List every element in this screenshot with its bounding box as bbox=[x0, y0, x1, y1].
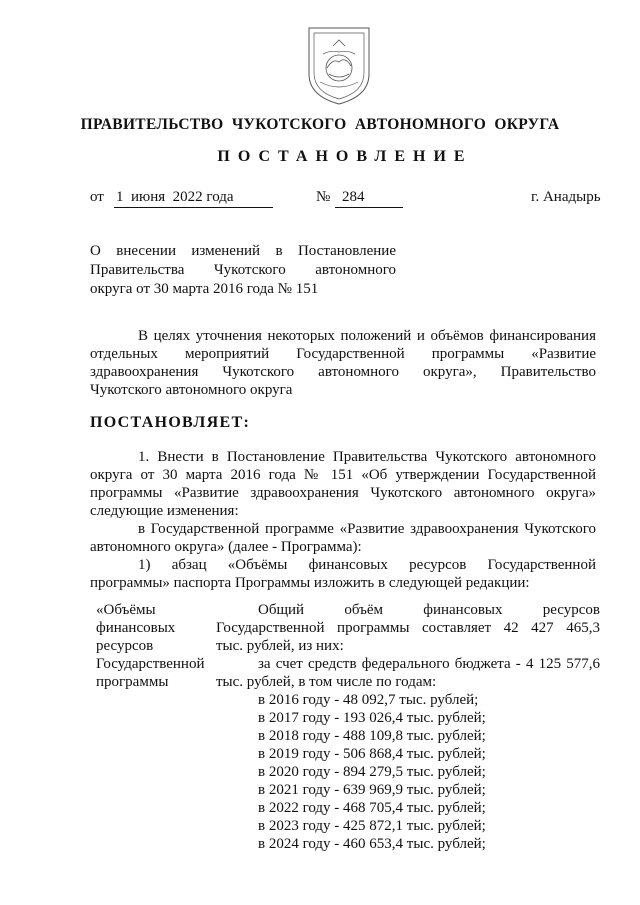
total-line: Государственной программы составляет 42 427 465,3 bbox=[216, 620, 600, 636]
date-number-line bbox=[0, 189, 640, 213]
year-item: в 2020 году - 894 279,5 тыс. рублей; bbox=[258, 764, 486, 780]
body-line: автономного округа» (далее - Программа): bbox=[90, 539, 362, 555]
body-line: следующие изменения: bbox=[90, 503, 239, 519]
total-line: тыс. рублей, из них: bbox=[216, 638, 344, 654]
body-line: программы» паспорта Программы изложить в следующей редакции: bbox=[90, 575, 530, 591]
preamble-line: здравоохранения Чукотского автономного округа», Правительство bbox=[90, 364, 596, 380]
document-date: 1 июня 2022 года bbox=[116, 189, 234, 205]
body-line: программы «Развитие здравоохранения Чукотского автономного округа» bbox=[90, 485, 596, 501]
federal-line: за счет средств федерального бюджета - 4 125 577,6 bbox=[258, 656, 600, 672]
passport-field-value bbox=[216, 601, 600, 853]
year-item: в 2019 году - 506 868,4 тыс. рублей; bbox=[258, 746, 486, 762]
decrees-heading: ПОСТАНОВЛЯЕТ: bbox=[90, 414, 251, 431]
federal-line: тыс. рублей, в том числе по годам: bbox=[216, 674, 437, 690]
subject-line: Правительства Чукотского автономного bbox=[90, 262, 396, 278]
body-line: 1. Внести в Постановление Правительства Чукотского автономного bbox=[138, 449, 596, 465]
label-line: «Объёмы bbox=[96, 602, 156, 618]
year-item: в 2021 году - 639 969,9 тыс. рублей; bbox=[258, 782, 486, 798]
year-item: в 2016 году - 48 092,7 тыс. рублей; bbox=[258, 692, 479, 708]
body-line: в Государственной программе «Развитие здравоохранения Чукотского bbox=[138, 521, 596, 537]
document-number: 284 bbox=[342, 189, 365, 205]
subject-line: округа от 30 марта 2016 года № 151 bbox=[90, 281, 319, 297]
preamble bbox=[90, 327, 596, 399]
year-list bbox=[216, 691, 600, 853]
preamble-line: В целях уточнения некоторых положений и объёмов финансирования bbox=[138, 328, 596, 344]
number-label: № bbox=[316, 189, 331, 205]
chukotka-coat-of-arms-icon bbox=[303, 22, 375, 108]
year-item: в 2022 году - 468 705,4 тыс. рублей; bbox=[258, 800, 486, 816]
passport-field-label bbox=[96, 601, 216, 691]
number-underline bbox=[335, 207, 403, 208]
label-line: Государственной bbox=[96, 656, 205, 672]
date-underline bbox=[114, 207, 273, 208]
label-line: финансовых bbox=[96, 620, 176, 636]
government-title: ПРАВИТЕЛЬСТВО ЧУКОТСКОГО АВТОНОМНОГО ОКРУГА bbox=[80, 116, 560, 133]
year-item: в 2024 году - 460 653,4 тыс. рублей; bbox=[258, 836, 486, 852]
document-type: ПОСТАНОВЛЕНИЕ bbox=[217, 148, 473, 165]
preamble-line: отдельных мероприятий Государственной программы «Развитие bbox=[90, 346, 596, 362]
body-line: округа от 30 марта 2016 года № 151 «Об утверждении Государственной bbox=[90, 467, 596, 483]
total-line: Общий объём финансовых ресурсов bbox=[258, 602, 600, 618]
date-prefix: от bbox=[90, 189, 104, 205]
label-line: ресурсов bbox=[96, 638, 154, 654]
preamble-line: Чукотского автономного округа bbox=[90, 382, 293, 398]
decree-body bbox=[90, 448, 596, 592]
year-item: в 2018 году - 488 109,8 тыс. рублей; bbox=[258, 728, 486, 744]
label-line: программы bbox=[96, 674, 169, 690]
subject-line: О внесении изменений в Постановление bbox=[90, 243, 396, 259]
document-subject bbox=[90, 242, 396, 299]
year-item: в 2017 году - 193 026,4 тыс. рублей; bbox=[258, 710, 486, 726]
body-line: 1) абзац «Объёмы финансовых ресурсов Государственной bbox=[138, 557, 596, 573]
city: г. Анадырь bbox=[531, 189, 601, 205]
year-item: в 2023 году - 425 872,1 тыс. рублей; bbox=[258, 818, 486, 834]
